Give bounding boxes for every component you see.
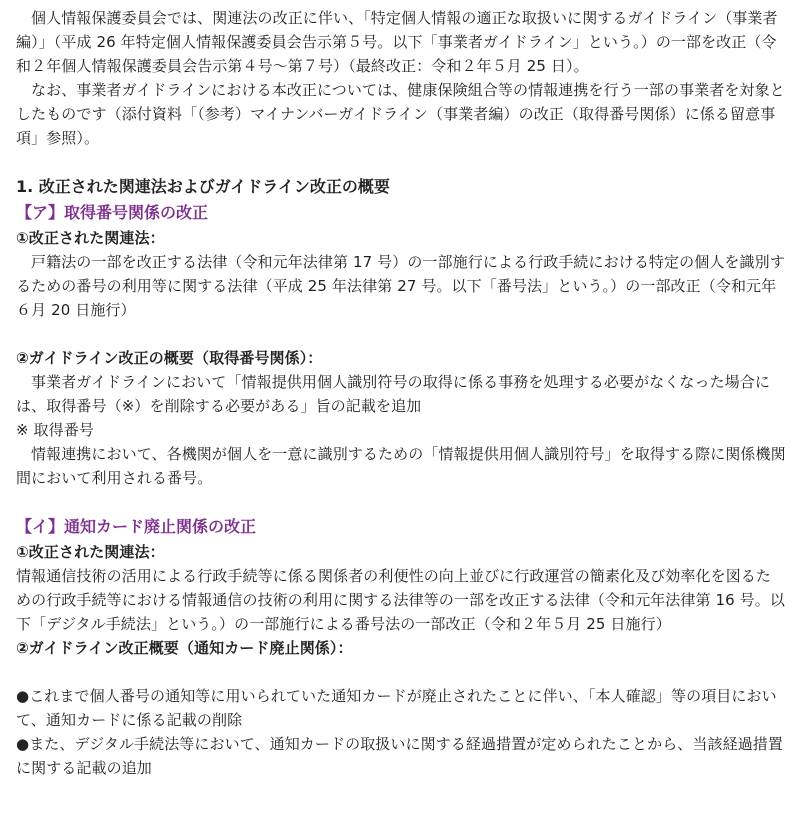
intro-paragraph-2: なお、事業者ガイドラインにおける本改正については、健康保険組合等の情報連携を行う一部の事業者を対象としたものです（添付資料「（参考）マイナンバーガイドライン（事業者編）の改正（取得番号関係）に係る留意事項」参照）。 [16,81,785,147]
subsection-b-title: 【イ】通知カード廃止関係の改正 [16,517,257,536]
section-1-heading: 1. 改正された関連法およびガイドライン改正の概要 [16,177,390,196]
intro-paragraph-1: 個人情報保護委員会では、関連法の改正に伴い、「特定個人情報の適正な取扱いに関するガイドライン（事業者編）」（平成 26 年特定個人情報保護委員会告示第５号。以下「事業者ガイドライン」という。）の一部を改正（令和２年個人情報保護委員会告示第４号〜第７号）（最終改正：令和２年５月 25 日）。 [16,9,778,75]
spacer [16,322,786,346]
subsection-b-outline-label: ②ガイドライン改正概要（通知カード廃止関係）： [16,639,353,657]
subsection-a-law-label: ①改正された関連法： [16,229,165,247]
subsection-a-title: 【ア】取得番号関係の改正 [16,203,209,222]
subsection-a-note-text: 情報連携において、各機関が個人を一意に識別するための「情報提供用個人識別符号」を取得する際に関係機関間において利用される番号。 [16,445,786,487]
spacer [16,490,786,514]
spacer [16,150,786,174]
subsection-a-note-label: ※ 取得番号 [16,421,94,439]
subsection-b-bullet-1: ●これまで個人番号の通知等に用いられていた通知カードが廃止されたことに伴い、「本人確認」等の項目において、通知カードに係る記載の削除 [16,687,777,729]
subsection-a-outline-text: 事業者ガイドラインにおいて「情報提供用個人識別符号の取得に係る事務を処理する必要がなくなった場合には、取得番号（※）を削除する必要がある」旨の記載を追加 [16,373,771,415]
subsection-a-law-text: 戸籍法の一部を改正する法律（令和元年法律第 17 号）の一部施行による行政手続における特定の個人を識別するための番号の利用等に関する法律（平成 25 年法律第 27 号。以下「番号法」という。）の一部改正（令和元年６月 20 日施行） [16,253,785,319]
subsection-b-law-text: 情報通信技術の活用による行政手続等に係る関係者の利便性の向上並びに行政運営の簡素化及び効率化を図るための行政手続等における情報通信の技術の利用に関する法律等の一部を改正する法律（令和元年法律第 16 号。以下「デジタル手続法」という。）の一部施行による番号法の一部改正（令和２年５月 25 日施行） [16,567,785,633]
subsection-b-bullet-2: ●また、デジタル手続法等において、通知カードの取扱いに関する経過措置が定められたことから、当該経過措置に関する記載の追加 [16,735,783,777]
subsection-b-law-label: ①改正された関連法： [16,543,165,561]
spacer [16,660,786,684]
subsection-a-outline-label: ②ガイドライン改正の概要（取得番号関係）： [16,349,323,367]
